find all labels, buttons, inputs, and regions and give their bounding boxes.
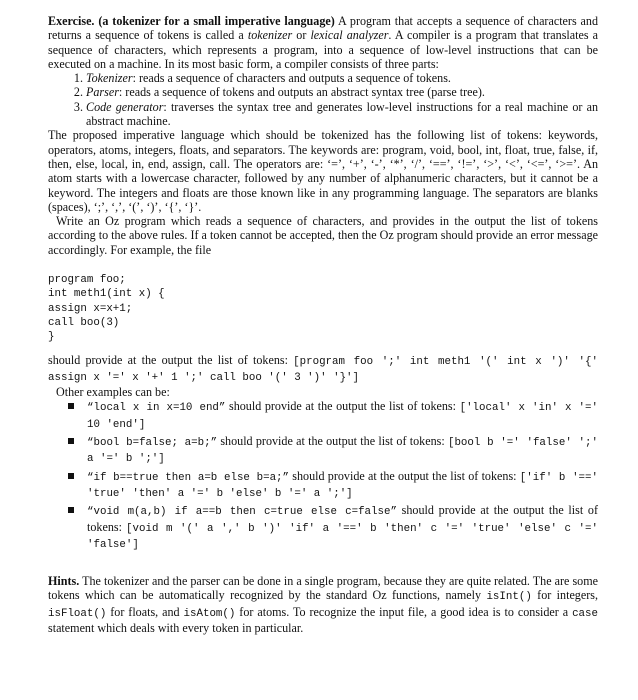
bullet-icon: [68, 473, 74, 479]
output-paragraph: [48, 353, 598, 386]
func-isint: isInt(): [486, 591, 532, 604]
task-paragraph: Write an Oz program which reads a sequence of characters, and provides in the output the list of tokens according to the above rules. If a token cannot be accepted, then the Oz program should provide an error message accordingly. For example, the file: [48, 214, 598, 257]
part-name: Parser: [86, 85, 119, 100]
term-tokenizer: tokenizer: [247, 28, 293, 43]
example-input: “if b==true then a=b else b=a;”: [87, 471, 290, 484]
part-desc: : reads a sequence of tokens and outputs an abstract syntax tree (parse tree).: [118, 85, 485, 100]
term-lexical-analyzer: lexical analyzer: [310, 28, 389, 43]
keyword-case: case: [572, 607, 598, 620]
example-input: “void m(a,b) if a==b then c=true else c=false”: [87, 506, 397, 519]
list-item: [86, 85, 598, 99]
list-item: [68, 399, 598, 432]
other-examples-label: Other examples can be:: [56, 385, 170, 400]
example-text: should provide at the output the list of tokens:: [87, 503, 598, 534]
example-tokens: [void m '(' a ',' b ')' 'if' a '==' b 'then' c '=' 'true' 'else' c '=' 'false']: [87, 522, 598, 551]
example-input: “local x in x=10 end”: [87, 402, 226, 415]
intro-text-or: or: [292, 28, 311, 43]
hints-text: The tokenizer and the parser can be done in a single program, because they are quite related. The are some tokens which can be automatically recognized by the standard Oz functions, namely: [48, 574, 598, 603]
compiler-parts-list: [48, 71, 598, 128]
example-text: should provide at the output the list of tokens:: [217, 434, 448, 449]
list-item: [68, 503, 598, 552]
example-text: should provide at the output the list of tokens:: [225, 399, 460, 414]
code-example: program foo; int meth1(int x) { assign x=x+1; call boo(3) }: [48, 274, 165, 344]
example-tokens: [bool b '=' 'false' ';' a '=' b ';']: [87, 437, 598, 466]
example-text: should provide at the output the list of tokens:: [289, 468, 520, 483]
hints-text: for floats, and: [106, 604, 184, 619]
list-item: [68, 469, 598, 502]
output-tokens: [program foo ';' int meth1 '(' int x ')' '{' assign x '=' x '+' 1 ';' call boo '(' 3 ')' '}']: [48, 355, 598, 384]
bullet-icon: [68, 403, 74, 409]
examples-list: [48, 399, 598, 552]
intro-paragraph: [48, 14, 598, 71]
hints-paragraph: [48, 574, 598, 635]
list-item: [86, 100, 598, 129]
func-isfloat: isFloat(): [48, 607, 107, 620]
part-name: Code generator: [86, 99, 164, 114]
intro-text-a: A program that accepts a sequence of characters and returns a sequence of tokens is called a: [48, 14, 598, 43]
output-prefix: should provide at the output the list of tokens:: [48, 352, 294, 367]
list-item: [68, 434, 598, 467]
hints-text: for integers,: [531, 588, 598, 603]
hints-text: for atoms. To recognize the input file, a good idea is to consider a: [235, 604, 573, 619]
example-tokens: ['local' x 'in' x '=' 10 'end']: [87, 402, 598, 431]
exercise-title: Exercise. (a tokenizer for a small imperative language): [48, 14, 335, 28]
bullet-icon: [68, 438, 74, 444]
example-input: “bool b=false; a=b;”: [87, 437, 218, 450]
bullet-icon: [68, 507, 74, 513]
part-name: Tokenizer: [86, 71, 133, 86]
list-item: [86, 71, 598, 85]
func-isatom: isAtom(): [183, 607, 236, 620]
hints-text: statement which deals with every token in particular.: [48, 620, 304, 635]
part-desc: : reads a sequence of characters and outputs a sequence of tokens.: [132, 71, 451, 86]
tokens-paragraph: The proposed imperative language which should be tokenized has the following list of tokens: keywords, operators, atoms, integers, floats, and separators. The keywords are: program, void, bool, int, float, true, false, if, then, else, local, in, end, assign, call. The operators are: ‘=’, ‘+’, ‘-’, ‘*’, ‘/’, ‘==’, ‘!=’, ‘>’, ‘<’, ‘<=’, ‘>=’. An atom starts with a lowercase character, followed by any number of alphanumeric characters, but it cannot be a keyword. The integers and floats are those known like in any programming language. The separators are blanks (spaces), ‘;’, ‘,’, ‘(’, ‘)’, ‘{’, ‘}’.: [48, 128, 598, 214]
part-desc: : traverses the syntax tree and generates low-level instructions for a real machine or an abstract machine.: [86, 99, 598, 129]
example-tokens: ['if' b '==' 'true' 'then' a '=' b 'else' b '=' a ';']: [87, 471, 598, 500]
intro-text-b: . A compiler is a program that translates a sequence of characters, which represents a program, into a sequence of low-level instructions that can be executed on a machine. In its most basic form, a compiler consists of three parts:: [48, 28, 599, 71]
hints-label: Hints.: [48, 574, 80, 589]
